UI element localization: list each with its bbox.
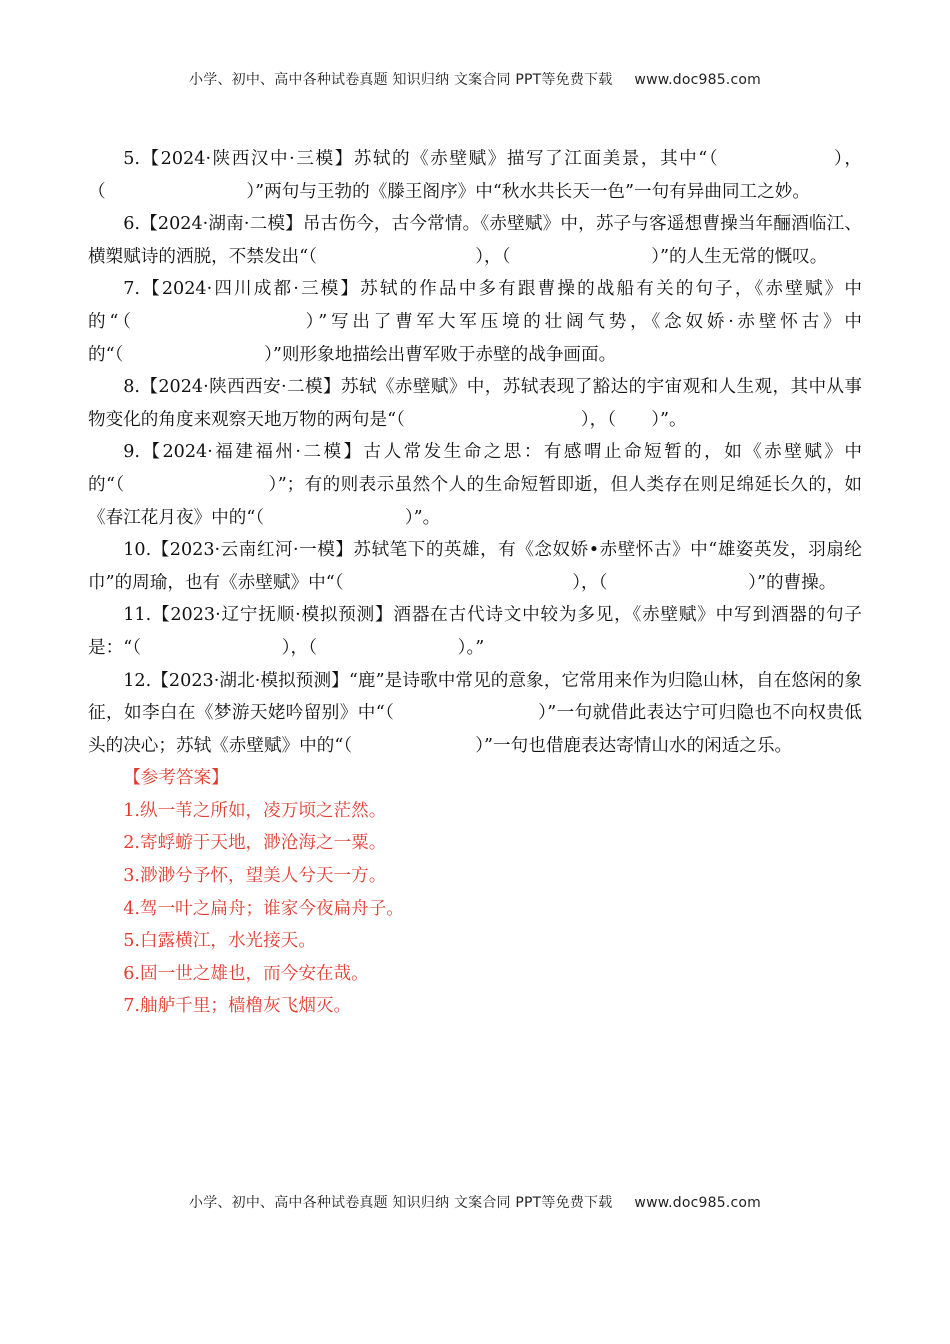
answer-3: 3.渺渺兮予怀，望美人兮天一方。 xyxy=(123,866,387,887)
question-9: 9.【2024·福建福州·二模】古人常发生命之思：有感喟止命短暂的，如《赤壁赋》中的“（ ）”；有的则表示虽然个人的生命短暂即逝，但人类存在则足绵延长久的，如《春江花月夜》中的“（ ）”。 xyxy=(88,442,862,528)
question-5: 5.【2024·陕西汉中·三模】苏轼的《赤壁赋》描写了江面美景，其中“（ ），（ ）”两句与王勃的《滕王阁序》中“秋水共长天一色”一句有异曲同工之妙。 xyxy=(88,149,862,202)
footer-text: 小学、初中、高中各种试卷真题 知识归纳 文案合同 PPT等免费下载 xyxy=(189,1195,613,1211)
question-6: 6.【2024·湖南·二模】吊古伤今，古今常情。《赤壁赋》中，苏子与客遥想曹操当年酾酒临江、横槊赋诗的洒脱，不禁发出“（ ），（ ）”的人生无常的慨叹。 xyxy=(88,214,862,267)
header-text: 小学、初中、高中各种试卷真题 知识归纳 文案合同 PPT等免费下载 xyxy=(189,72,613,88)
question-11: 11.【2023·辽宁抚顺·模拟预测】酒器在古代诗文中较为多见，《赤壁赋》中写到酒器的句子是：“（ ），（ ）。” xyxy=(88,605,862,658)
question-8: 8.【2024·陕西西安·二模】苏轼《赤壁赋》中，苏轼表现了豁达的宇宙观和人生观，其中从事物变化的角度来观察天地万物的两句是“（ ），（ ）”。 xyxy=(88,377,862,430)
document-body xyxy=(88,143,862,1023)
answers-heading: 【参考答案】 xyxy=(123,768,229,789)
question-12: 12.【2023·湖北·模拟预测】“鹿”是诗歌中常见的意象，它常用来作为归隐山林，自在悠闲的象征，如李白在《梦游天姥吟留别》中“（ ）”一句就借此表达宁可归隐也不向权贵低头的决心；苏轼《赤壁赋》中的“（ ）”一句也借鹿表达寄情山水的闲适之乐。 xyxy=(88,670,862,756)
page-footer xyxy=(0,1192,950,1212)
footer-site-link[interactable]: www.doc985.com xyxy=(634,1195,761,1211)
header-site-link[interactable]: www.doc985.com xyxy=(634,72,761,88)
page-header xyxy=(0,69,950,89)
answer-4: 4.驾一叶之扁舟；谁家今夜扁舟子。 xyxy=(123,898,404,919)
question-10: 10.【2023·云南红河·一模】苏轼笔下的英雄，有《念奴娇•赤壁怀古》中“雄姿英发，羽扇纶巾”的周瑜，也有《赤壁赋》中“（ ），（ ）”的曹操。 xyxy=(88,540,862,593)
answer-1: 1.纵一苇之所如，凌万顷之茫然。 xyxy=(123,800,387,821)
answer-6: 6.固一世之雄也，而今安在哉。 xyxy=(123,963,369,984)
answer-7: 7.舳舻千里；樯橹灰飞烟灭。 xyxy=(123,996,352,1017)
question-7: 7.【2024·四川成都·三模】苏轼的作品中多有跟曹操的战船有关的句子，《赤壁赋》中的“（ ）”写出了曹军大军压境的壮阔气势，《念奴娇·赤壁怀古》中的“（ ）”则形象地描绘出曹军败于赤壁的战争画面。 xyxy=(88,279,862,365)
answer-2: 2.寄蜉蝣于天地，渺沧海之一粟。 xyxy=(123,833,387,854)
answer-5: 5.白露横江，水光接天。 xyxy=(123,931,316,952)
